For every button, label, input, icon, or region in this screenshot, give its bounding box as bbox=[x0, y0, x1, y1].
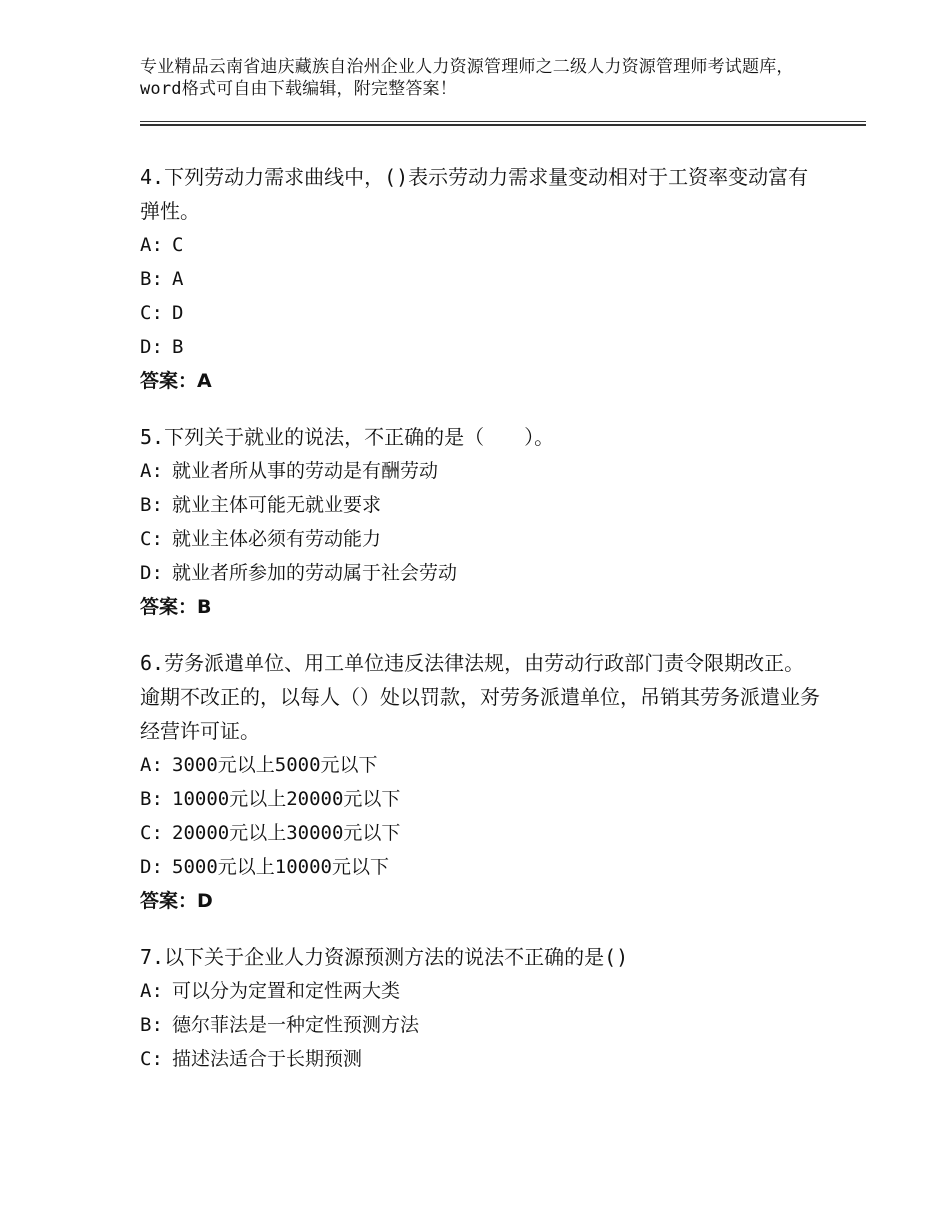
option-b bbox=[140, 782, 820, 816]
option-key: C: bbox=[140, 528, 163, 550]
option-text: 20000元以上30000元以下 bbox=[172, 822, 401, 844]
option-key: B: bbox=[140, 788, 163, 810]
question-4 bbox=[140, 160, 820, 398]
option-a bbox=[140, 748, 820, 782]
answer-line: 答案：B bbox=[140, 596, 212, 618]
answer-line: 答案：D bbox=[140, 890, 213, 912]
option-key: A: bbox=[140, 460, 163, 482]
header-divider-thick bbox=[140, 124, 866, 126]
header-divider-thin bbox=[140, 121, 866, 122]
option-a bbox=[140, 974, 820, 1008]
option-text: 就业主体可能无就业要求 bbox=[172, 494, 382, 516]
option-text: C bbox=[172, 234, 184, 256]
option-text: 可以分为定置和定性两大类 bbox=[172, 980, 401, 1002]
option-key: C: bbox=[140, 1048, 163, 1070]
option-a bbox=[140, 228, 820, 262]
option-a bbox=[140, 454, 820, 488]
question-6 bbox=[140, 646, 820, 918]
option-text: 描述法适合于长期预测 bbox=[172, 1048, 363, 1070]
option-d bbox=[140, 556, 820, 590]
question-5 bbox=[140, 420, 820, 624]
question-text: 4.下列劳动力需求曲线中，()表示劳动力需求量变动相对于工资率变动富有弹性。 bbox=[140, 165, 809, 223]
option-c bbox=[140, 1042, 820, 1076]
option-key: A: bbox=[140, 980, 163, 1002]
option-b bbox=[140, 1008, 820, 1042]
option-text: 就业主体必须有劳动能力 bbox=[172, 528, 382, 550]
question-text: 6.劳务派遣单位、用工单位违反法律法规，由劳动行政部门责令限期改正。逾期不改正的，以每人（）处以罚款，对劳务派遣单位，吊销其劳务派遣业务经营许可证。 bbox=[140, 651, 820, 743]
option-key: C: bbox=[140, 302, 163, 324]
option-key: D: bbox=[140, 856, 163, 878]
option-text: B bbox=[172, 336, 184, 358]
option-key: A: bbox=[140, 234, 163, 256]
option-text: D bbox=[172, 302, 184, 324]
option-d bbox=[140, 850, 820, 884]
option-text: 就业者所参加的劳动属于社会劳动 bbox=[172, 562, 458, 584]
answer-line: 答案：A bbox=[140, 370, 212, 392]
option-key: D: bbox=[140, 336, 163, 358]
question-text: 5.下列关于就业的说法，不正确的是（ ）。 bbox=[140, 425, 555, 449]
option-key: A: bbox=[140, 754, 163, 776]
question-text: 7.以下关于企业人力资源预测方法的说法不正确的是() bbox=[140, 945, 629, 969]
option-text: A bbox=[172, 268, 184, 290]
option-b bbox=[140, 262, 820, 296]
option-text: 5000元以上10000元以下 bbox=[172, 856, 389, 878]
option-key: D: bbox=[140, 562, 163, 584]
option-key: B: bbox=[140, 268, 163, 290]
option-text: 10000元以上20000元以下 bbox=[172, 788, 401, 810]
option-key: B: bbox=[140, 1014, 163, 1036]
option-c bbox=[140, 296, 820, 330]
option-c bbox=[140, 816, 820, 850]
option-text: 3000元以上5000元以下 bbox=[172, 754, 378, 776]
option-b bbox=[140, 488, 820, 522]
option-text: 就业者所从事的劳动是有酬劳动 bbox=[172, 460, 439, 482]
option-text: 德尔菲法是一种定性预测方法 bbox=[172, 1014, 420, 1036]
option-key: B: bbox=[140, 494, 163, 516]
document-header: 专业精品云南省迪庆藏族自治州企业人力资源管理师之二级人力资源管理师考试题库，word格式可自由下载编辑，附完整答案！ bbox=[140, 57, 794, 99]
question-7 bbox=[140, 940, 820, 1076]
option-key: C: bbox=[140, 822, 163, 844]
option-c bbox=[140, 522, 820, 556]
option-d bbox=[140, 330, 820, 364]
question-list bbox=[140, 160, 820, 1098]
